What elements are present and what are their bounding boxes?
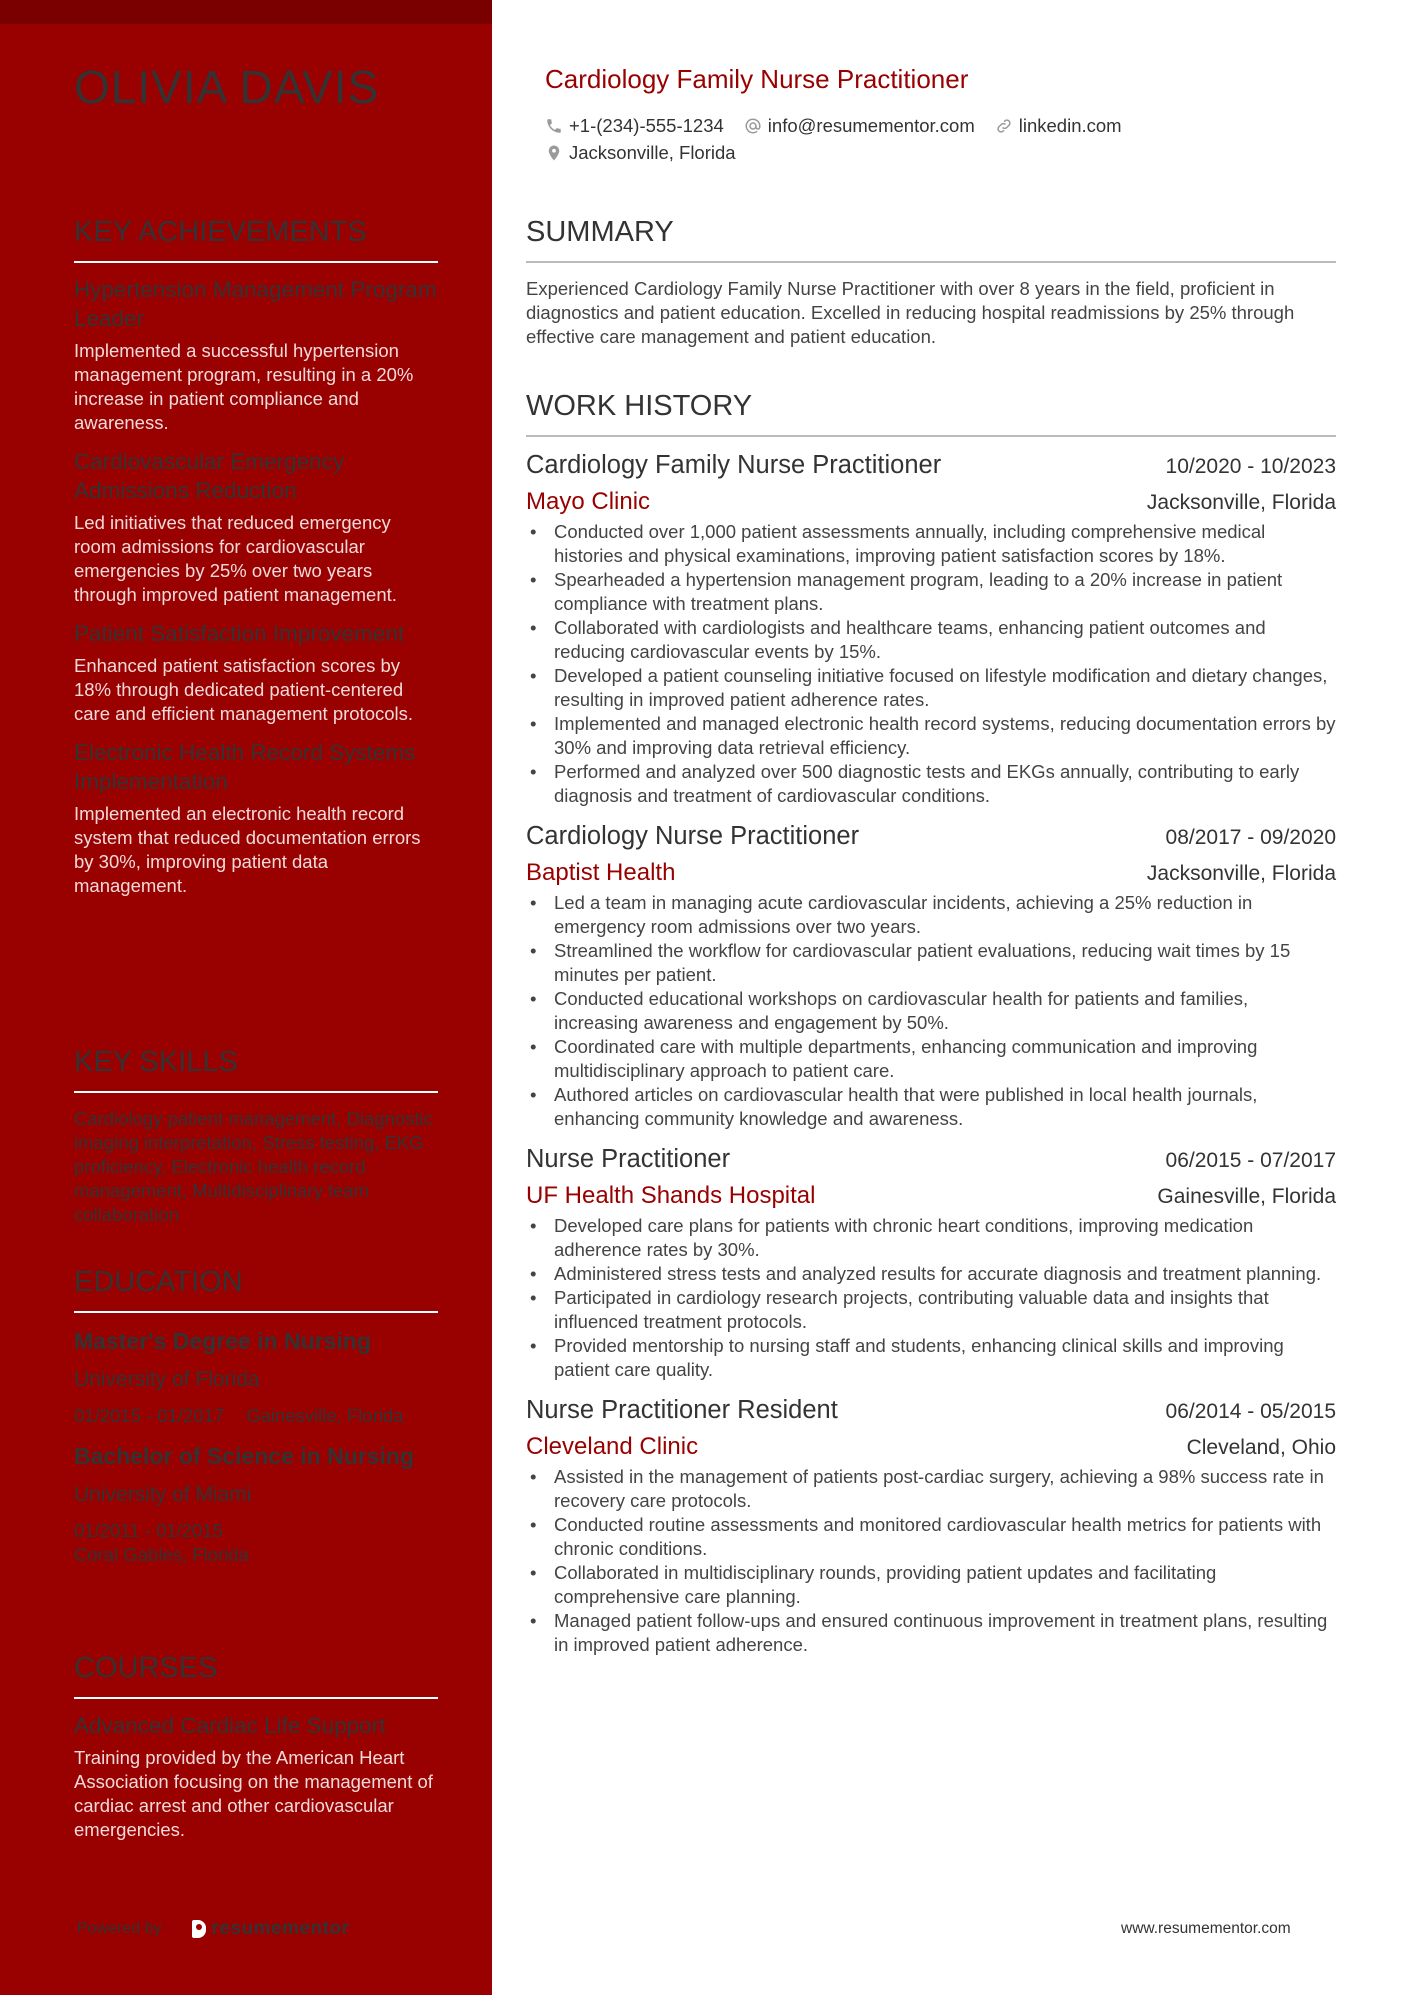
job-bullet: • Collaborated in multidisciplinary rounds, providing patient updates and facilitating comprehensive care planning. [526, 1561, 1336, 1609]
courses-heading: COURSES [74, 1652, 438, 1699]
achievement-title: Electronic Health Record Systems Implementation [74, 740, 416, 794]
summary-heading: SUMMARY [526, 216, 1336, 263]
job-location: Cleveland, Ohio [1186, 1436, 1336, 1459]
summary-text: Experienced Cardiology Family Nurse Practitioner with over 8 years in the field, proficient in diagnostics and patient education. Excelled in reducing hospital readmissions by 25% through effective care management and patient education. [526, 278, 1295, 347]
achievement-item [74, 275, 438, 435]
contact-phone-text: +1-(234)-555-1234 [569, 115, 724, 136]
job-dates: 06/2014 - 05/2015 [1165, 1400, 1336, 1423]
job-role: Cardiology Family Nurse Practitioner [526, 451, 942, 479]
education-dates: 01/2015 - 01/2017 [74, 1405, 225, 1426]
achievement-title: Patient Satisfaction Improvement [74, 621, 405, 646]
job-bullet: • Authored articles on cardiovascular health that were published in local health journals, enhancing community knowledge and awareness. [526, 1083, 1336, 1131]
resumementor-logo-icon [192, 1920, 206, 1938]
job-location: Jacksonville, Florida [1146, 862, 1336, 885]
education-school: University of Florida [74, 1368, 260, 1391]
course-item [74, 1711, 438, 1842]
job-bullet: • Coordinated care with multiple departments, enhancing communication and improving multidisciplinary approach to patient care. [526, 1035, 1336, 1083]
job-bullet: • Managed patient follow-ups and ensured continuous improvement in treatment plans, resulting in improved patient adherence. [526, 1609, 1336, 1657]
job-bullet: • Administered stress tests and analyzed results for accurate diagnosis and treatment planning. [526, 1262, 1336, 1286]
resumementor-logo-text: resumementor [211, 1918, 350, 1939]
achievement-desc: Led initiatives that reduced emergency room admissions for cardiovascular emergencies by 25% over two years through improved patient management. [74, 512, 397, 605]
phone-icon [545, 117, 563, 135]
job-bullet: • Streamlined the workflow for cardiovascular patient evaluations, reducing wait times by 15 minutes per patient. [526, 939, 1336, 987]
resumementor-logo[interactable] [192, 1918, 350, 1940]
job-role: Nurse Practitioner [526, 1145, 731, 1173]
job-entry [526, 1145, 1336, 1382]
achievement-desc: Implemented an electronic health record system that reduced documentation errors by 30%, improving patient data management. [74, 803, 421, 896]
achievement-desc: Implemented a successful hypertension management program, resulting in a 20% increase in patient compliance and awareness. [74, 340, 414, 433]
contact-email-text: info@resumementor.com [767, 115, 975, 136]
at-icon [744, 117, 762, 135]
achievement-title: Cardiovascular Emergency Admissions Reduction [74, 449, 345, 503]
contact-linkedin-text: linkedin.com [1018, 115, 1122, 136]
footer-url[interactable]: www.resumementor.com [1121, 1920, 1291, 1937]
course-desc: Training provided by the American Heart Association focusing on the management of cardiac arrest and other cardiovascular emergencies. [74, 1747, 433, 1840]
job-bullets [526, 1465, 1336, 1657]
skills-section [74, 1046, 438, 1227]
summary-section [526, 216, 1336, 349]
achievements-heading: KEY ACHIEVEMENTS [74, 216, 438, 263]
sidebar-top-band [0, 0, 492, 24]
job-entry [526, 1396, 1336, 1657]
job-company: Baptist Health [526, 859, 676, 886]
job-bullets [526, 1214, 1336, 1382]
link-icon [995, 117, 1013, 135]
achievement-desc: Enhanced patient satisfaction scores by 18% through dedicated patient-centered care and efficient management protocols. [74, 655, 414, 724]
job-bullet: • Spearheaded a hypertension management program, leading to a 20% increase in patient compliance with treatment plans. [526, 568, 1336, 616]
education-location: Gainesville, Florida [246, 1405, 404, 1426]
candidate-name: OLIVIA DAVIS [74, 61, 380, 113]
contact-linkedin[interactable] [995, 112, 1122, 139]
location-pin-icon [545, 144, 563, 162]
education-item [74, 1442, 438, 1567]
job-bullet: • Implemented and managed electronic health record systems, reducing documentation errors by 30% and improving data retrieval efficiency. [526, 712, 1336, 760]
job-location: Jacksonville, Florida [1146, 491, 1336, 514]
contact-email[interactable] [744, 112, 975, 139]
work-history-heading: WORK HISTORY [526, 390, 1336, 437]
job-bullet: • Collaborated with cardiologists and healthcare teams, enhancing patient outcomes and reducing cardiovascular events by 15%. [526, 616, 1336, 664]
job-dates: 08/2017 - 09/2020 [1165, 826, 1336, 849]
education-heading: EDUCATION [74, 1266, 438, 1313]
contact-info [545, 112, 1142, 166]
achievements-section [74, 216, 438, 898]
powered-by [77, 1918, 350, 1940]
job-bullet: • Led a team in managing acute cardiovascular incidents, achieving a 25% reduction in emergency room admissions over two years. [526, 891, 1336, 939]
achievement-title: Hypertension Management Program Leader [74, 277, 437, 331]
education-school: University of Miami [74, 1483, 252, 1506]
work-history-section [526, 390, 1336, 1657]
job-bullet: • Participated in cardiology research projects, contributing valuable data and insights that influenced treatment protocols. [526, 1286, 1336, 1334]
job-entry [526, 822, 1336, 1131]
job-entry [526, 451, 1336, 808]
job-bullet: • Provided mentorship to nursing staff and students, enhancing clinical skills and improving patient care quality. [526, 1334, 1336, 1382]
job-bullet: • Assisted in the management of patients post-cardiac surgery, achieving a 98% success rate in recovery care protocols. [526, 1465, 1336, 1513]
education-dates: 01/2011 - 01/2015 [74, 1520, 223, 1541]
job-bullet: • Conducted educational workshops on cardiovascular health for patients and families, increasing awareness and engagement by 50%. [526, 987, 1336, 1035]
education-meta [74, 1519, 438, 1567]
job-bullet: • Performed and analyzed over 500 diagnostic tests and EKGs annually, contributing to early diagnosis and treatment of cardiovascular conditions. [526, 760, 1336, 808]
skills-list: Cardiology patient management, Diagnostic imaging interpretation, Stress testing, EKG proficiency, Electronic health record management, Multidisciplinary team collaboration [74, 1108, 433, 1225]
job-dates: 10/2020 - 10/2023 [1165, 455, 1336, 478]
job-company: Mayo Clinic [526, 488, 651, 515]
education-item [74, 1327, 438, 1428]
courses-section [74, 1652, 438, 1842]
job-bullet: • Developed a patient counseling initiative focused on lifestyle modification and dietary changes, resulting in improved patient adherence rates. [526, 664, 1336, 712]
contact-location [545, 139, 736, 166]
contact-location-text: Jacksonville, Florida [569, 142, 736, 163]
achievement-item [74, 738, 438, 898]
job-company: Cleveland Clinic [526, 1433, 699, 1460]
skills-heading: KEY SKILLS [74, 1046, 438, 1093]
education-location: Coral Gables, Florida [74, 1544, 249, 1565]
education-section [74, 1266, 438, 1567]
achievement-item [74, 619, 438, 726]
job-location: Gainesville, Florida [1157, 1185, 1336, 1208]
education-meta [74, 1404, 438, 1428]
job-role: Cardiology Nurse Practitioner [526, 822, 860, 850]
job-bullets [526, 520, 1336, 808]
powered-by-label: Powered by [77, 1920, 162, 1937]
job-dates: 06/2015 - 07/2017 [1165, 1149, 1336, 1172]
job-bullet: • Developed care plans for patients with chronic heart conditions, improving medication adherence rates by 30%. [526, 1214, 1336, 1262]
course-title: Advanced Cardiac Life Support [74, 1713, 386, 1738]
job-bullet: • Conducted over 1,000 patient assessments annually, including comprehensive medical histories and physical examinations, improving patient satisfaction scores by 18%. [526, 520, 1336, 568]
education-degree: Master's Degree in Nursing [74, 1328, 371, 1354]
job-company: UF Health Shands Hospital [526, 1182, 816, 1209]
achievement-item [74, 447, 438, 607]
contact-phone[interactable] [545, 112, 724, 139]
headline-title: Cardiology Family Nurse Practitioner [545, 64, 969, 94]
job-role: Nurse Practitioner Resident [526, 1396, 838, 1424]
education-degree: Bachelor of Science in Nursing [74, 1443, 414, 1469]
job-bullets [526, 891, 1336, 1131]
job-bullet: • Conducted routine assessments and monitored cardiovascular health metrics for patients with chronic conditions. [526, 1513, 1336, 1561]
